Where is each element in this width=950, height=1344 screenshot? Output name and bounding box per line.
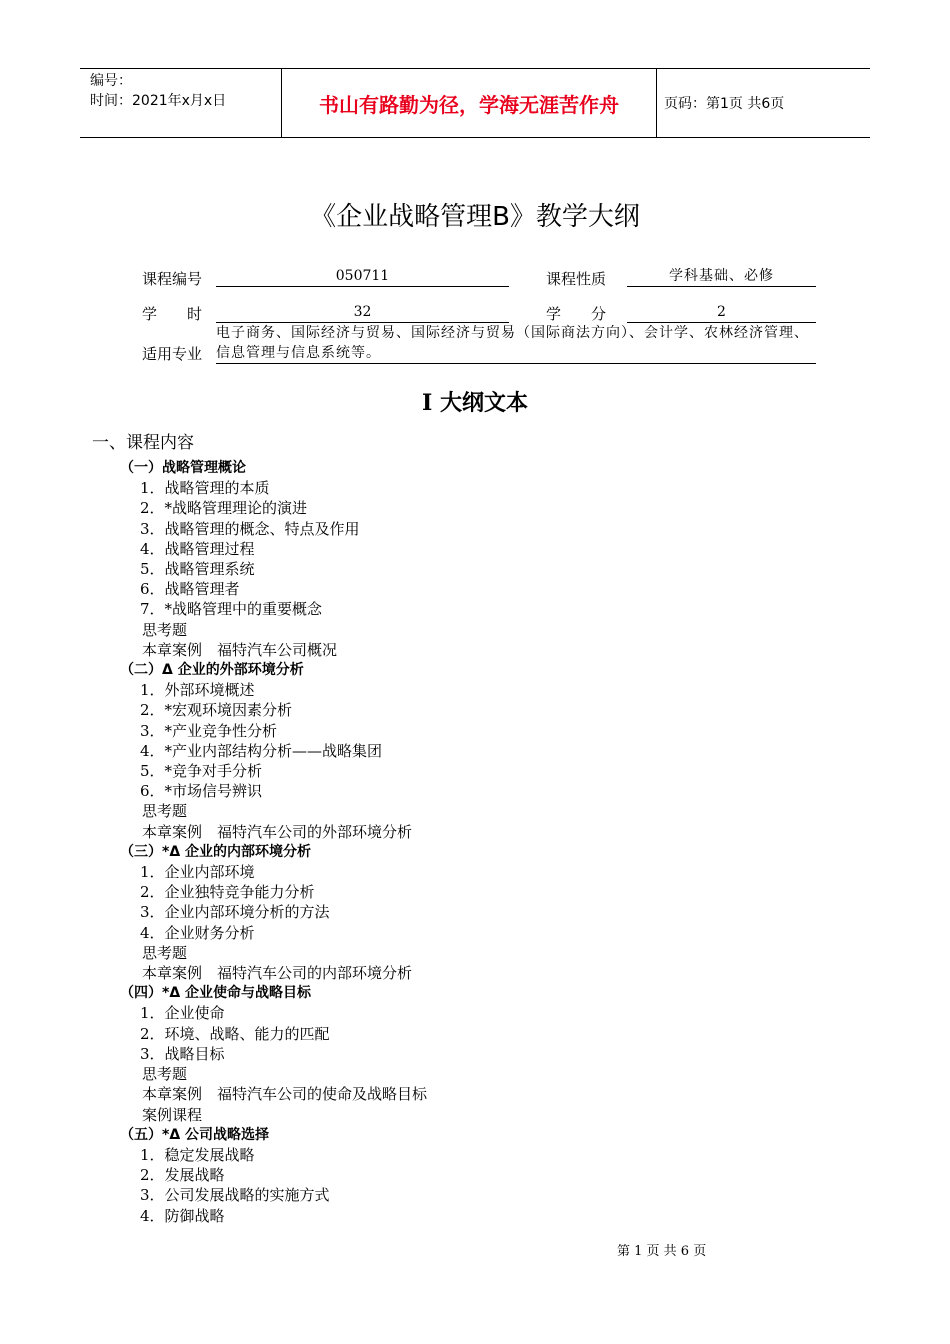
outline-item: 4．防御战略 bbox=[140, 1206, 225, 1225]
chapter-extra: 思考题 bbox=[142, 802, 188, 821]
header-meta-cell bbox=[80, 69, 282, 137]
page-footer: 第 1 页 共 6 页 bbox=[617, 1244, 707, 1259]
outline-item: 3．战略目标 bbox=[140, 1044, 225, 1063]
major-label: 适用专业 bbox=[142, 345, 203, 363]
outline-item: 2．发展战略 bbox=[140, 1166, 225, 1185]
header-table bbox=[80, 68, 870, 138]
outline-item: 3．*产业竞争性分析 bbox=[140, 721, 278, 740]
outline-item: 6．*市场信号辨识 bbox=[140, 782, 263, 801]
outline-item: 4．*产业内部结构分析——战略集团 bbox=[140, 741, 383, 760]
course-code-label: 课程编号 bbox=[142, 270, 203, 288]
doc-time-label: 时间：2021年x月x日 bbox=[90, 93, 227, 109]
outline-item: 1．企业内部环境 bbox=[140, 863, 255, 882]
outline-item: 6．战略管理者 bbox=[140, 580, 240, 599]
chapter-extra: 本章案例 福特汽车公司概况 bbox=[142, 640, 338, 659]
outline-item: 1．战略管理的本质 bbox=[140, 479, 270, 498]
chapter-extra: 案例课程 bbox=[142, 1105, 203, 1124]
section-title: I 大纲文本 bbox=[422, 390, 528, 416]
outline-item: 2．*宏观环境因素分析 bbox=[140, 701, 293, 720]
doc-code-label: 编号： bbox=[90, 73, 132, 89]
chapter-heading: （五）*Δ 公司战略选择 bbox=[120, 1126, 270, 1143]
credits-label: 学 分 bbox=[546, 305, 607, 323]
chapter-extra: 本章案例 福特汽车公司的内部环境分析 bbox=[142, 964, 413, 983]
outline-item: 2．*战略管理理论的演进 bbox=[140, 499, 308, 518]
chapter-extra: 思考题 bbox=[142, 943, 188, 962]
course-type-value: 学科基础、必修 bbox=[627, 266, 816, 287]
outline-item: 2．企业独特竞争能力分析 bbox=[140, 883, 315, 902]
hours-label: 学 时 bbox=[142, 305, 203, 323]
header-page-info: 页码：第1页 共6页 bbox=[664, 96, 785, 112]
chapter-heading: （一）战略管理概论 bbox=[120, 460, 246, 476]
document-title: 《企业战略管理B》教学大纲 bbox=[310, 202, 640, 232]
chapter-extra: 本章案例 福特汽车公司的外部环境分析 bbox=[142, 822, 413, 841]
outline-item: 2．环境、战略、能力的匹配 bbox=[140, 1024, 330, 1043]
outline-item: 5．*竞争对手分析 bbox=[140, 762, 263, 781]
outline-item: 3．战略管理的概念、特点及作用 bbox=[140, 519, 360, 538]
chapter-heading: （四）*Δ 企业使命与战略目标 bbox=[120, 985, 312, 1002]
chapter-extra: 本章案例 福特汽车公司的使命及战略目标 bbox=[142, 1085, 428, 1104]
chapter-heading: （二）Δ 企业的外部环境分析 bbox=[120, 662, 304, 679]
outline-item: 4．企业财务分析 bbox=[140, 923, 255, 942]
outline-item: 1．稳定发展战略 bbox=[140, 1145, 255, 1164]
course-code-value: 050711 bbox=[216, 266, 509, 287]
chapter-heading: （三）*Δ 企业的内部环境分析 bbox=[120, 843, 312, 860]
chapter-extra: 思考题 bbox=[142, 620, 188, 639]
header-motto: 书山有路勤为径，学海无涯苦作舟 bbox=[282, 69, 657, 137]
chapter-extra: 思考题 bbox=[142, 1065, 188, 1084]
outline-item: 3．企业内部环境分析的方法 bbox=[140, 903, 330, 922]
credits-value: 2 bbox=[627, 302, 816, 323]
outline-item: 3．公司发展战略的实施方式 bbox=[140, 1186, 330, 1205]
hours-value: 32 bbox=[216, 302, 509, 323]
course-type-label: 课程性质 bbox=[546, 270, 607, 288]
outline-item: 5．战略管理系统 bbox=[140, 560, 255, 579]
outline-item: 1．企业使命 bbox=[140, 1004, 225, 1023]
outline-item: 1．外部环境概述 bbox=[140, 681, 255, 700]
part-one-title: 一、课程内容 bbox=[92, 433, 194, 453]
course-outline bbox=[120, 458, 820, 1226]
major-value: 电子商务、国际经济与贸易、国际经济与贸易（国际商法方向）、会计学、农林经济管理、信息管理与信息系统等。 bbox=[216, 323, 816, 364]
outline-item: 7．*战略管理中的重要概念 bbox=[140, 600, 323, 619]
outline-item: 4．战略管理过程 bbox=[140, 539, 255, 558]
